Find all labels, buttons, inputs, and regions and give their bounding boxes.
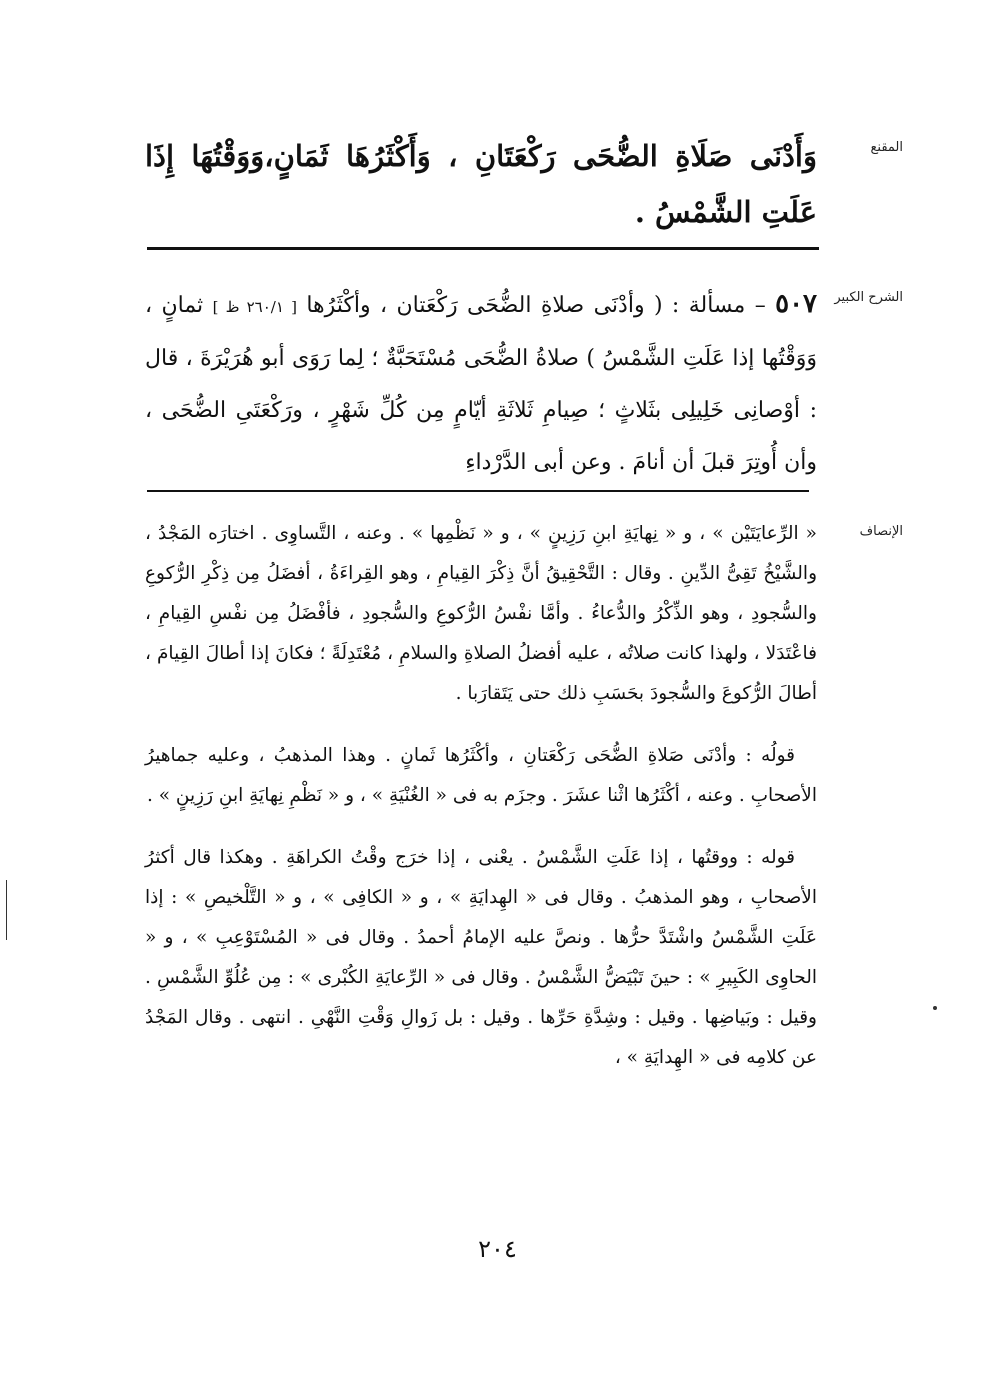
insaf-paragraph-3: قوله : ووقتُها ، إذا عَلَتِ الشَّمْسُ . يعْنى ، إذا خرَج وقْتُ الكراهَةِ . وهكذا قال أكثرُ الأصحابِ ، وهو المذهبُ . وقال فى « الهِدايَةِ » ، و « الكافِى » ، و « التَّلْخيصِ » : إذا عَلَتِ الشَّمْسُ واشْتَدَّ حرُّها . ونصَّ عليه الإمامُ أحمدُ . وقال فى « المُسْتَوْعِبِ » ، و « الحاوِى الكَبِيرِ » : حينَ تَبْيَضُّ الشَّمْسُ . وقال فى « الرِّعايَةِ الكُبْرى » : مِن عُلُوِّ الشَّمْسِ . وقيل : وبَياضِها . وقيل : وشِدَّةِ حَرِّها . وقيل : بل زَوالِ وَقْتِ النَّهْىِ . انتهى . وقال المَجْدُ عن كلامِه فى « الهِدايَةِ » ، — [145, 847, 817, 1068]
section-label-sharh: الشرح الكبير — [834, 290, 903, 305]
scan-margin-mark — [6, 880, 7, 940]
folio-reference: [ ٢٦٠/١ ظ ] — [212, 298, 297, 316]
page-number: ٢٠٤ — [478, 1235, 517, 1263]
section-divider — [147, 490, 809, 492]
sharh-text — [145, 278, 817, 489]
insaf-text — [145, 514, 817, 1078]
section-label-muqni: المقنع — [870, 140, 903, 155]
muqni-paragraph: وَأَدْنَى صَلَاةِ الضُّحَى رَكْعَتَانِ ، وَأَكْثَرُهَا ثَمَانٍ،وَوَقْتُهَا إِذَا عَلَتِ الشَّمْسُ . — [145, 139, 817, 229]
insaf-paragraph-1: « الرِّعايَتَيْن » ، و « نِهايَةِ ابنِ رَزِينٍ » ، و « نَظْمِها » . وعنه ، التَّساوِى . اختارَه المَجْدُ ، والشَّيْخُ تَقِىُّ الدِّينِ . وقال : التَّحْقِيقُ أنَّ ذِكْرَ القِيامِ ، وهو القِراءَةُ ، أفضَلُ مِن ذِكْرِ الرُّكوعِ والسُّجودِ ، وهو الذِّكْرُ والدُّعاءُ . وأمَّا نفْسُ الرُّكوعِ والسُّجودِ ، فأفْضَلُ مِن نفْسِ القِيامِ ، فاعْتَدَلا ، ولهذا كانت صلاتُه ، عليه أفضلُ الصلاةِ والسلامِ ، مُعْتَدِلَةً ؛ فكانَ إذا أطالَ القِيامَ ، أطالَ الرُّكوعَ والسُّجودَ بحَسَبِ ذلك حتى يَتَقارَبا . — [145, 523, 817, 704]
sharh-continuation: ثمانٍ ، وَوَقْتُها إذا عَلَتِ الشَّمْسُ ) صلاةُ الضُّحَى مُسْتَحَبَّةٌ ؛ لِما رَوَى أبو هُرَيْرَةَ ، قال : أوْصانِى خَلِيلِى بثَلاثٍ ؛ صِيامِ ثَلاثَةِ أيّامٍ مِن كُلِّ شَهْرٍ ، ورَكْعَتَىِ الضُّحَى ، وأن أُوتِرَ قبلَ أن أنامَ . وعن أبى الدَّرْداءِ — [145, 293, 817, 475]
section-label-insaf: الإنصاف — [859, 524, 903, 539]
section-divider — [147, 247, 819, 250]
insaf-paragraph-2: قولُه : وأدْنَى صَلاةِ الضُّحَى رَكْعَتانِ ، وأكْثَرُها ثَمانٍ . وهذا المذهبُ ، وعليه جماهيرُ الأصحابِ . وعنه ، أكْثَرُها اثْنا عشَرَ . وجزَم به فى « الغُنْيَةِ » ، و « نَظْمِ نِهايَةِ ابنِ رَزِينٍ » . — [145, 745, 817, 806]
scan-speck — [933, 1006, 937, 1010]
issue-number: ٥٠٧ — [775, 289, 818, 319]
sharh-opening: – مسألة : ( وأدْنَى صلاةِ الضُّحَى رَكْعَتان ، وأكْثَرُها — [306, 293, 766, 318]
muqni-text — [145, 128, 817, 240]
